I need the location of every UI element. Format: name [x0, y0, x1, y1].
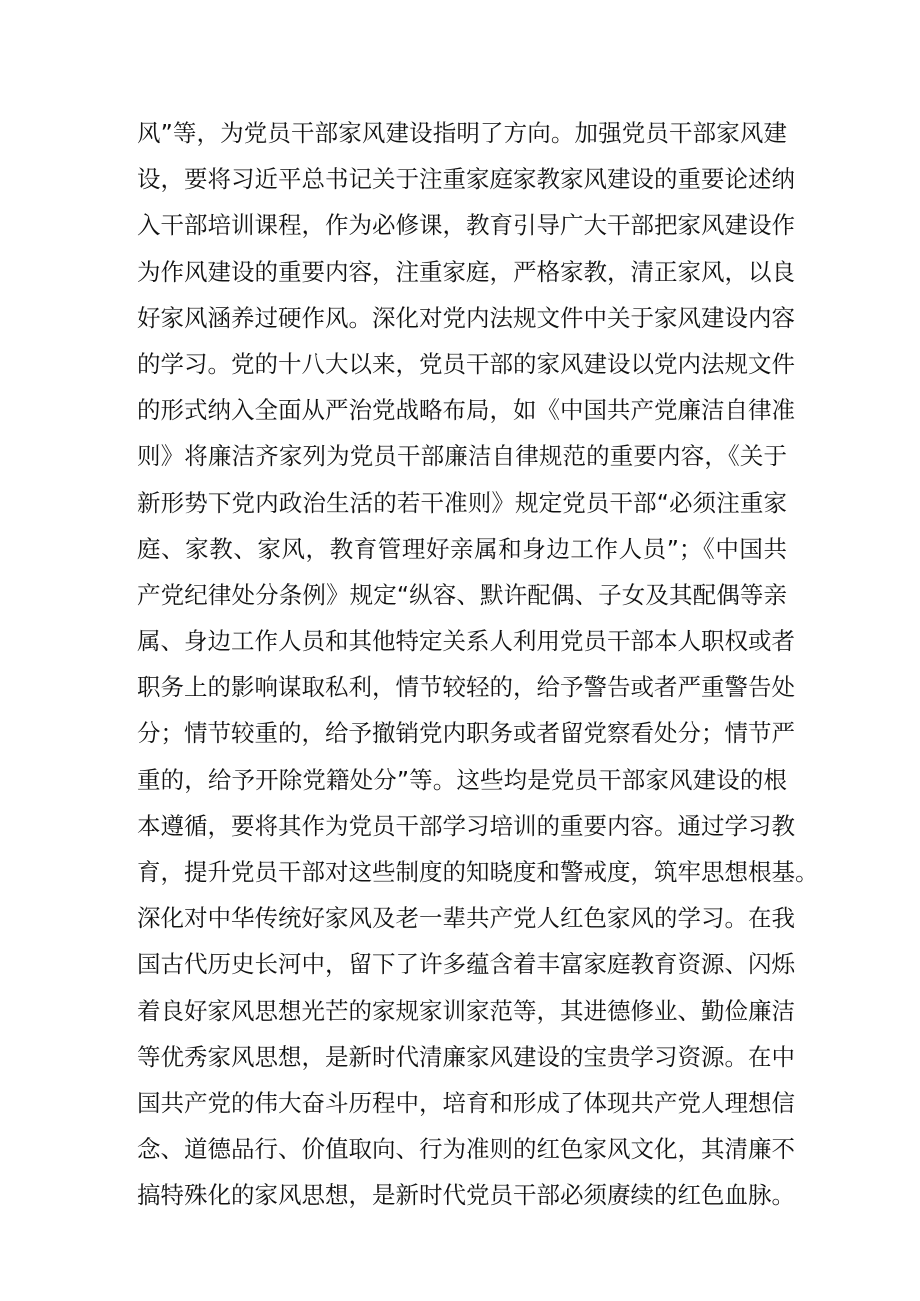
text-line: 产党纪律处分条例》规定“纵容、默许配偶、子女及其配偶等亲 [137, 580, 787, 609]
text-line: 着良好家风思想光芒的家规家训家范等，其进德修业、勤俭廉洁 [137, 996, 795, 1025]
text-line: 重的，给予开除党籍处分”等。这些均是党员干部家风建设的根 [137, 765, 787, 794]
body-paragraph [137, 110, 819, 1219]
text-line: 的学习。党的十八大以来，党员干部的家风建设以党内法规文件 [137, 349, 795, 378]
text-line: 念、道德品行、价值取向、行为准则的红色家风文化，其清廉不 [137, 1135, 795, 1164]
text-line: 风”等，为党员干部家风建设指明了方向。加强党员干部家风建 [137, 119, 787, 147]
text-line: 搞特殊化的家风思想，是新时代党员干部必须赓续的红色血脉。 [137, 1181, 795, 1210]
text-line: 深化对中华传统好家风及老一辈共产党人红色家风的学习。在我 [137, 904, 795, 933]
text-line: 新形势下党内政治生活的若干准则》规定党员干部“必须注重家 [137, 488, 787, 517]
text-line: 好家风涵养过硬作风。深化对党内法规文件中关于家风建设内容 [137, 303, 795, 332]
text-line: 为作风建设的重要内容，注重家庭，严格家教，清正家风，以良 [137, 257, 795, 286]
text-line: 职务上的影响谋取私利，情节较轻的，给予警告或者严重警告处 [137, 673, 795, 702]
text-line: 本遵循，要将其作为党员干部学习培训的重要内容。通过学习教 [137, 811, 795, 840]
text-line: 等优秀家风思想，是新时代清廉家风建设的宝贵学习资源。在中 [137, 1042, 795, 1071]
text-line: 入干部培训课程，作为必修课，教育引导广大干部把家风建设作 [137, 211, 795, 240]
text-line: 设，要将习近平总书记关于注重家庭家教家风建设的重要论述纳 [137, 165, 795, 194]
text-line: 的形式纳入全面从严治党战略布局，如《中国共产党廉洁自律准 [137, 396, 795, 425]
text-line: 则》将廉洁齐家列为党员干部廉洁自律规范的重要内容，《关于 [137, 442, 787, 471]
text-line: 属、身边工作人员和其他特定关系人利用党员干部本人职权或者 [137, 627, 795, 656]
text-line: 育，提升党员干部对这些制度的知晓度和警戒度，筑牢思想根基。 [137, 858, 819, 886]
text-line: 国古代历史长河中，留下了许多蕴含着丰富家庭教育资源、闪烁 [137, 950, 795, 979]
text-line: 分；情节较重的，给予撤销党内职务或者留党察看处分；情节严 [137, 719, 795, 748]
text-line: 庭、家教、家风，教育管理好亲属和身边工作人员”；《中国共 [137, 534, 787, 563]
text-line: 国共产党的伟大奋斗历程中，培育和形成了体现共产党人理想信 [137, 1088, 795, 1117]
